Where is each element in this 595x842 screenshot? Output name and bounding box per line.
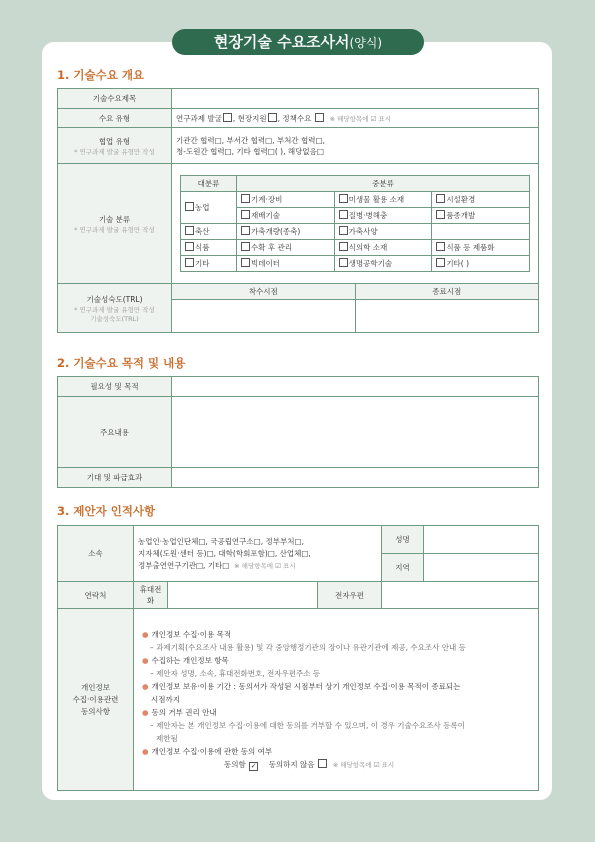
effect-field[interactable]: [172, 468, 539, 488]
demand-type-options: 연구과제 발굴 , 현장지원 , 정책수요 ※ 해당항목에 ☑ 표시: [172, 109, 539, 128]
trl-end-field[interactable]: [355, 300, 538, 333]
checkbox[interactable]: [315, 113, 324, 122]
proposer-info-table: 소속 농업인·농업인단체□, 국공립연구소□, 정부부처□, 지자체(도원·센터 등)□, 대학(학회포함)□, 산업체□, 정부출연연구기관□, 기타□ ※ 해당항목에 ☑ 표시 성명 지역 연락처 휴대전화 전자우편 개인정보 수집·이용관련 동의사항 ● 개인정보 수집·이용 목적 – 과제기획(수요조사 내용 활용) 및 각 중앙행정기관의 장이나 유관기관에 제공, 수요조사 안내 등 ● 수집하는 개인정보 항목 – 제안자 성명, 소속, 휴대전화번호, 전자우편주소 등 ● 개인정보 보유·이용 기간 : 동의서가 작성된 시점부터 상기 개인정보 수집·이용 목적이 종료되는 시점까지 ● 동의 거부 권리 안내 – 제안자는 본 개인정보 수집·이용에 대한 동의를 거부할 수 있으며, 이 경우 기술수요조사 등록이 제한됨 ● 개인정보 수집·이용에 관한 동의 여부 동의함 ✓ 동의하지 않음 ※ 해당항목에 ☑ 표시: [57, 525, 539, 791]
section-1-heading: 1. 기술수요 개요: [57, 68, 145, 82]
name-field[interactable]: [424, 526, 539, 554]
demand-title-field[interactable]: [172, 89, 539, 109]
trl-cell: 착수시점 종료시점: [172, 284, 539, 333]
coop-type-label: 협업 유형 * 연구과제 발굴 유형만 작성: [58, 128, 172, 164]
trl-label: 기술성숙도(TRL) * 연구과제 발굴 유형만 작성 기술성숙도(TRL): [58, 284, 172, 333]
section-3-heading: 3. 제안자 인적사항: [57, 504, 156, 518]
disagree-checkbox[interactable]: [318, 759, 327, 768]
org-options[interactable]: 농업인·농업인단체□, 국공립연구소□, 정부부처□, 지자체(도원·센터 등)□, 대학(학회포함)□, 산업체□, 정부출연연구기관□, 기타□ ※ 해당항목에 ☑ 표시: [134, 526, 382, 582]
category-agri[interactable]: 농업: [181, 192, 237, 224]
demand-purpose-table: 필요성 및 목적 주요내용 기대 및 파급효과: [57, 376, 539, 488]
category-etc[interactable]: 기타: [181, 256, 237, 272]
demand-type-label: 수요 유형: [58, 109, 172, 128]
trl-start-field[interactable]: [172, 300, 355, 333]
email-field[interactable]: [382, 582, 539, 609]
coop-type-options[interactable]: 기관간 협력□, 부서간 협력□, 부처간 협력□, 청-도원간 협력□, 기타 협력□( ), 해당없음□: [172, 128, 539, 164]
tech-class-cell: [172, 164, 539, 284]
content-field[interactable]: [172, 397, 539, 468]
tech-class-label: 기술 분류 * 연구과제 발굴 유형만 작성: [58, 164, 172, 284]
checkbox[interactable]: [268, 113, 277, 122]
category-food[interactable]: 식품: [181, 240, 237, 256]
agree-checkbox[interactable]: ✓: [250, 761, 257, 770]
need-field[interactable]: [172, 377, 539, 397]
tech-class-table: 대분류 중분류 농업 기계·장비 미생물 활용 소재 시설환경 재배기술 질병·병해충 품종개발 축산 가축개량(종축) 가축사양 식품 수확 후 관리 식의학 소재 식품 등 제품화 기타 빅데이터 생명공학기술 기타( ): [180, 175, 530, 272]
tech-demand-overview-table: [57, 88, 539, 333]
category-livestock[interactable]: 축산: [181, 224, 237, 240]
checkbox[interactable]: [223, 113, 232, 122]
privacy-label: 개인정보 수집·이용관련 동의사항: [58, 609, 134, 791]
privacy-consent-text: ● 개인정보 수집·이용 목적 – 과제기획(수요조사 내용 활용) 및 각 중앙행정기관의 장이나 유관기관에 제공, 수요조사 안내 등 ● 수집하는 개인정보 항목 – 제안자 성명, 소속, 휴대전화번호, 전자우편주소 등 ● 개인정보 보유·이용 기간 : 동의서가 작성된 시점부터 상기 개인정보 수집·이용 목적이 종료되는 시점까지 ● 동의 거부 권리 안내 – 제안자는 본 개인정보 수집·이용에 대한 동의를 거부할 수 있으며, 이 경우 기술수요조사 등록이 제한됨 ● 개인정보 수집·이용에 관한 동의 여부 동의함 ✓ 동의하지 않음 ※ 해당항목에 ☑ 표시: [134, 609, 539, 791]
form-title: 현장기술 수요조사서(양식): [172, 29, 424, 55]
demand-title-label: 기술수요제목: [58, 89, 172, 109]
section-2-heading: 2. 기술수요 목적 및 내용: [57, 356, 186, 370]
region-field[interactable]: [424, 554, 539, 582]
phone-field[interactable]: [168, 582, 318, 609]
